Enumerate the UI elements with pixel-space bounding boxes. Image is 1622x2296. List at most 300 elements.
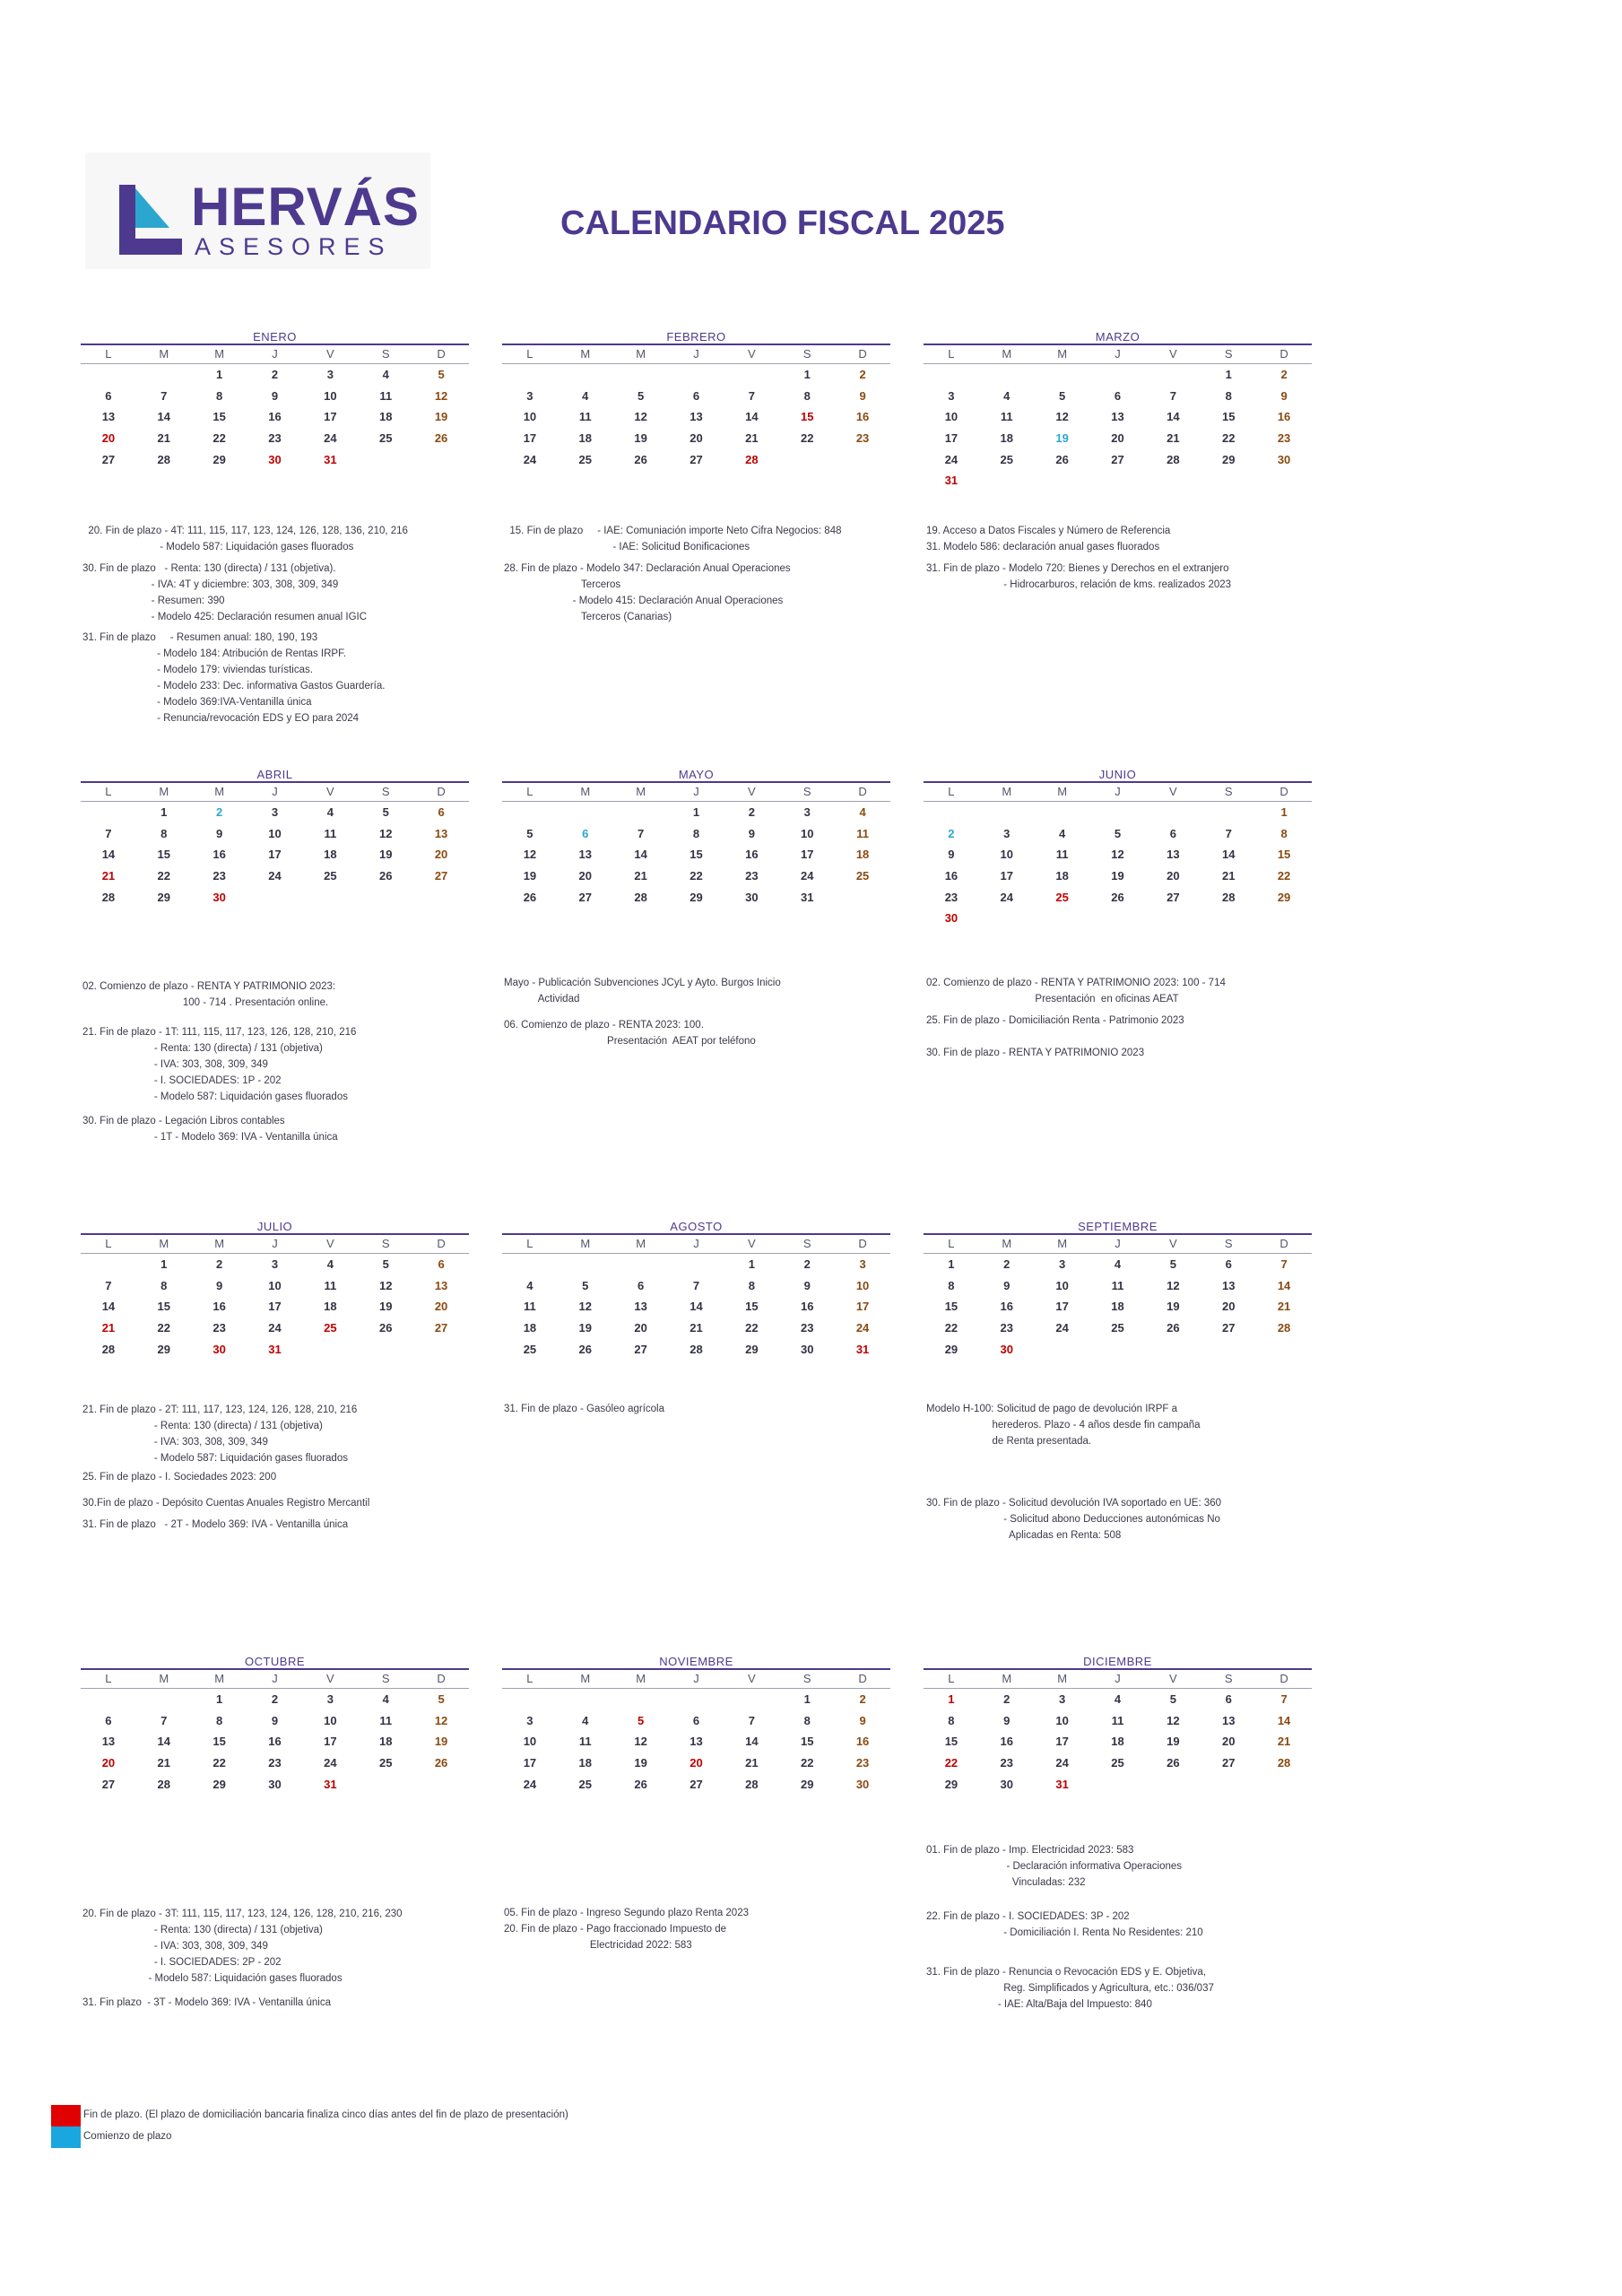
- day-cell: 12: [378, 1278, 393, 1292]
- day-cell: 21: [1277, 1735, 1291, 1749]
- day-cell: 26: [523, 890, 537, 904]
- day-cell: 15: [944, 1735, 958, 1749]
- month-name: OCTUBRE: [81, 1655, 469, 1670]
- day-cell: 25: [578, 1777, 592, 1791]
- day-cell: 25: [523, 1342, 537, 1356]
- empty-day-cell: [669, 1689, 724, 1710]
- month-julio: [81, 1220, 469, 1360]
- day-cell: 27: [578, 890, 592, 904]
- weekday-header: L: [502, 783, 558, 802]
- empty-day-cell: [613, 1254, 669, 1275]
- month-junio: [924, 768, 1312, 929]
- day-cell: 18: [578, 431, 592, 446]
- day-cell: 13: [434, 826, 448, 840]
- day-cell: 6: [1225, 1257, 1232, 1271]
- day-cell: 15: [213, 1735, 226, 1749]
- day-cell: 23: [944, 890, 958, 904]
- day-cell: 2: [1280, 368, 1288, 381]
- day-cell: 16: [944, 869, 958, 883]
- month-marzo: [924, 330, 1312, 491]
- empty-day-cell: [558, 1689, 613, 1710]
- day-cell: 7: [1225, 826, 1232, 840]
- day-cell: 29: [944, 1342, 958, 1356]
- note-julio-1: 21. Fin de plazo - 2T: 111, 117, 123, 124, 126, 128, 210, 216 - Renta: 130 (directa) / 131 (objetiva) - IVA: 303, 308, 309, 349 - Modelo 587: Liquidación gases fluorados: [82, 1405, 358, 1464]
- day-cell: 1: [803, 368, 811, 381]
- day-cell: 22: [213, 1756, 226, 1770]
- day-cell: 20: [634, 1321, 647, 1335]
- day-cell: 15: [745, 1300, 759, 1314]
- weekday-header: L: [81, 345, 136, 364]
- weekday-header: M: [558, 1235, 613, 1254]
- day-cell: 30: [745, 890, 759, 904]
- empty-day-cell: [1145, 802, 1201, 823]
- month-grid: [924, 1670, 1312, 1795]
- day-cell: 16: [800, 1300, 814, 1314]
- day-cell: 20: [690, 1756, 703, 1770]
- day-cell: 4: [1114, 1257, 1122, 1271]
- day-cell: 17: [324, 410, 337, 424]
- day-cell: 15: [213, 410, 226, 424]
- empty-day-cell: [136, 1689, 192, 1710]
- day-cell: 11: [856, 826, 869, 840]
- day-cell: 29: [745, 1342, 759, 1356]
- day-cell: 1: [216, 1692, 223, 1706]
- day-cell: 20: [434, 848, 448, 862]
- day-cell: 25: [324, 869, 337, 883]
- weekday-header: M: [613, 345, 669, 364]
- day-cell: 22: [1277, 869, 1291, 883]
- day-cell: 28: [101, 890, 116, 904]
- weekday-header: D: [413, 1670, 469, 1689]
- day-cell: 13: [690, 410, 703, 424]
- day-cell: 19: [434, 1735, 448, 1749]
- weekday-header: J: [1090, 345, 1146, 364]
- day-cell: 8: [692, 826, 700, 840]
- empty-day-cell: [81, 802, 136, 823]
- legend-start-label: Comienzo de plazo: [83, 2131, 172, 2142]
- weekday-header: S: [1201, 1235, 1256, 1254]
- empty-day-cell: [136, 364, 192, 386]
- month-grid: [924, 783, 1312, 929]
- day-cell: 30: [944, 911, 958, 926]
- note-abril-3: 30. Fin de plazo - Legación Libros contables - 1T - Modelo 369: IVA - Ventanilla única: [82, 1116, 338, 1143]
- month-febrero: [502, 330, 890, 470]
- day-cell: 21: [157, 1756, 170, 1770]
- day-cell: 25: [855, 869, 870, 883]
- day-cell: 8: [216, 1713, 223, 1727]
- day-cell: 11: [379, 388, 393, 403]
- day-cell: 31: [324, 1777, 337, 1791]
- day-cell: 15: [157, 1300, 170, 1314]
- day-cell: 24: [800, 869, 814, 883]
- day-cell: 14: [1221, 848, 1236, 862]
- day-cell: 22: [690, 869, 703, 883]
- day-cell: 11: [324, 1278, 337, 1292]
- day-cell: 16: [855, 410, 870, 424]
- day-cell: 17: [1055, 1300, 1069, 1314]
- day-cell: 8: [948, 1713, 955, 1727]
- empty-day-cell: [1201, 802, 1256, 823]
- day-cell: 21: [101, 1321, 116, 1335]
- day-cell: 17: [523, 1756, 537, 1770]
- day-cell: 10: [855, 1278, 870, 1292]
- note-enero-3: 31. Fin de plazo - Resumen anual: 180, 190, 193 - Modelo 184: Atribución de Rentas IRPF. - Modelo 179: viviendas turísticas. - Modelo 233: Dec. informativa Gastos Guardería. - Modelo 369:IVA-Ventanilla única - Renuncia/revocación EDS y EO para 2024: [82, 632, 386, 724]
- day-cell: 25: [324, 1321, 337, 1335]
- day-cell: 28: [157, 452, 170, 466]
- day-cell: 6: [1169, 826, 1176, 840]
- day-cell: 18: [378, 1735, 393, 1749]
- day-cell: 26: [1167, 1756, 1180, 1770]
- day-cell: 24: [1055, 1321, 1069, 1335]
- day-cell: 17: [855, 1300, 870, 1314]
- day-cell: 31: [855, 1342, 870, 1356]
- day-cell: 17: [1055, 1735, 1069, 1749]
- day-cell: 18: [523, 1321, 537, 1335]
- weekday-header: D: [835, 1235, 890, 1254]
- day-cell: 15: [157, 848, 170, 862]
- weekday-header: L: [924, 345, 979, 364]
- day-cell: 3: [271, 805, 279, 819]
- day-cell: 27: [1167, 890, 1180, 904]
- day-cell: 26: [1111, 890, 1124, 904]
- weekday-header: V: [1145, 783, 1201, 802]
- weekday-header: D: [1256, 1670, 1312, 1689]
- day-cell: 7: [1280, 1692, 1288, 1706]
- day-cell: 24: [324, 431, 337, 446]
- day-cell: 29: [800, 1777, 814, 1791]
- day-cell: 25: [1000, 452, 1013, 466]
- day-cell: 3: [326, 1692, 334, 1706]
- day-cell: 3: [803, 805, 811, 819]
- weekday-header: L: [502, 1235, 558, 1254]
- day-cell: 14: [157, 410, 170, 424]
- empty-day-cell: [1145, 364, 1201, 386]
- day-cell: 10: [268, 826, 282, 840]
- day-cell: 13: [1167, 848, 1180, 862]
- month-name: NOVIEMBRE: [502, 1655, 890, 1670]
- day-cell: 22: [944, 1756, 958, 1770]
- empty-day-cell: [669, 1254, 724, 1275]
- day-cell: 15: [1277, 848, 1291, 862]
- month-name: DICIEMBRE: [924, 1655, 1312, 1670]
- day-cell: 28: [1167, 452, 1180, 466]
- day-cell: 9: [748, 826, 755, 840]
- note-diciembre-2: 22. Fin de plazo - I. SOCIEDADES: 3P - 202 - Domiciliación I. Renta No Residentes: 210: [926, 1911, 1203, 1938]
- weekday-header: V: [302, 1670, 358, 1689]
- day-cell: 28: [1277, 1321, 1291, 1335]
- day-cell: 14: [157, 1735, 170, 1749]
- day-cell: 18: [324, 1300, 337, 1314]
- day-cell: 27: [634, 1342, 647, 1356]
- month-name: AGOSTO: [502, 1220, 890, 1235]
- day-cell: 7: [160, 388, 168, 403]
- note-mayo-2: 06. Comienzo de plazo - RENTA 2023: 100. Presentación AEAT por teléfono: [504, 1020, 756, 1047]
- empty-day-cell: [1090, 802, 1146, 823]
- day-cell: 18: [324, 848, 337, 862]
- weekday-header: V: [1145, 345, 1201, 364]
- day-cell: 30: [213, 1342, 226, 1356]
- empty-day-cell: [1090, 364, 1146, 386]
- weekday-header: M: [136, 1235, 192, 1254]
- day-cell: 12: [434, 388, 448, 403]
- weekday-header: M: [979, 345, 1035, 364]
- day-cell: 22: [213, 431, 226, 446]
- weekday-header: M: [979, 1235, 1035, 1254]
- day-cell: 10: [800, 826, 814, 840]
- day-cell: 31: [268, 1342, 282, 1356]
- day-cell: 5: [438, 368, 445, 381]
- day-cell: 8: [216, 388, 223, 403]
- day-cell: 22: [745, 1321, 759, 1335]
- note-diciembre-1: 01. Fin de plazo - Imp. Electricidad 2023: 583 - Declaración informativa Operaciones Vinculadas: 232: [926, 1845, 1183, 1888]
- day-cell: 10: [1000, 848, 1013, 862]
- day-cell: 14: [1277, 1713, 1291, 1727]
- day-cell: 24: [268, 869, 282, 883]
- day-cell: 27: [1221, 1756, 1236, 1770]
- day-cell: 24: [855, 1321, 870, 1335]
- day-cell: 16: [1277, 410, 1291, 424]
- month-grid: [502, 1235, 890, 1360]
- weekday-header: S: [358, 1670, 413, 1689]
- day-cell: 6: [105, 388, 112, 403]
- weekday-header: S: [358, 783, 413, 802]
- day-cell: 5: [638, 1713, 645, 1727]
- day-cell: 23: [1000, 1756, 1013, 1770]
- day-cell: 3: [948, 388, 955, 403]
- day-cell: 29: [157, 1342, 170, 1356]
- day-cell: 17: [268, 848, 282, 862]
- day-cell: 15: [944, 1300, 958, 1314]
- legend-deadline-swatch: [51, 2105, 81, 2126]
- month-mayo: [502, 768, 890, 908]
- day-cell: 15: [800, 1735, 814, 1749]
- weekday-header: S: [779, 783, 835, 802]
- day-cell: 8: [803, 388, 811, 403]
- day-cell: 26: [1167, 1321, 1180, 1335]
- day-cell: 19: [434, 410, 448, 424]
- legend-deadline-label: Fin de plazo. (El plazo de domiciliación bancaria finaliza cinco días antes del fin de plazo de presentación): [83, 2109, 568, 2120]
- empty-day-cell: [724, 364, 779, 386]
- day-cell: 13: [434, 1278, 448, 1292]
- day-cell: 14: [101, 1300, 116, 1314]
- day-cell: 23: [745, 869, 759, 883]
- day-cell: 4: [326, 1257, 334, 1271]
- note-abril-2: 21. Fin de plazo - 1T: 111, 115, 117, 123, 126, 128, 210, 216 - Renta: 130 (directa) / 131 (objetiva) - IVA: 303, 308, 309, 349 - I. SOCIEDADES: 1P - 202 - Modelo 587: Liquidación gases fluorados: [82, 1027, 357, 1102]
- day-cell: 18: [1000, 431, 1013, 446]
- day-cell: 6: [105, 1713, 112, 1727]
- note-julio-2: 25. Fin de plazo - I. Sociedades 2023: 200: [82, 1472, 277, 1483]
- legend-start-swatch: [51, 2126, 81, 2148]
- day-cell: 23: [213, 869, 226, 883]
- day-cell: 30: [1277, 452, 1291, 466]
- day-cell: 7: [748, 388, 755, 403]
- day-cell: 27: [690, 452, 703, 466]
- day-cell: 1: [160, 1257, 168, 1271]
- day-cell: 25: [378, 431, 393, 446]
- month-grid: [502, 1670, 890, 1795]
- day-cell: 20: [101, 431, 116, 446]
- weekday-header: S: [1201, 1670, 1256, 1689]
- day-cell: 30: [213, 890, 226, 904]
- day-cell: 18: [1055, 869, 1069, 883]
- empty-day-cell: [502, 1254, 558, 1275]
- weekday-header: J: [247, 783, 303, 802]
- day-cell: 26: [634, 452, 647, 466]
- day-cell: 25: [1111, 1321, 1124, 1335]
- weekday-header: L: [81, 1670, 136, 1689]
- day-cell: 28: [690, 1342, 703, 1356]
- day-cell: 12: [1167, 1278, 1180, 1292]
- day-cell: 1: [948, 1692, 955, 1706]
- day-cell: 5: [438, 1692, 445, 1706]
- day-cell: 13: [1221, 1278, 1236, 1292]
- day-cell: 26: [434, 1756, 448, 1770]
- day-cell: 27: [434, 869, 448, 883]
- day-cell: 30: [1000, 1777, 1013, 1791]
- month-grid: [81, 345, 469, 470]
- day-cell: 7: [638, 826, 645, 840]
- weekday-header: L: [81, 1235, 136, 1254]
- day-cell: 31: [324, 452, 337, 466]
- day-cell: 4: [582, 388, 589, 403]
- day-cell: 7: [1280, 1257, 1288, 1271]
- empty-day-cell: [502, 364, 558, 386]
- weekday-header: J: [247, 1670, 303, 1689]
- weekday-header: M: [558, 345, 613, 364]
- day-cell: 1: [803, 1692, 811, 1706]
- weekday-header: J: [669, 1670, 724, 1689]
- day-cell: 9: [859, 388, 866, 403]
- day-cell: 8: [1280, 826, 1288, 840]
- day-cell: 7: [160, 1713, 168, 1727]
- day-cell: 21: [157, 431, 170, 446]
- note-junio-1: 02. Comienzo de plazo - RENTA Y PATRIMONIO 2023: 100 - 714 Presentación en oficinas AEAT: [926, 978, 1226, 1004]
- weekday-header: V: [724, 345, 779, 364]
- day-cell: 4: [859, 805, 866, 819]
- day-cell: 13: [1111, 410, 1124, 424]
- day-cell: 29: [213, 452, 226, 466]
- day-cell: 6: [438, 1257, 445, 1271]
- day-cell: 21: [1221, 869, 1236, 883]
- month-name: SEPTIEMBRE: [924, 1220, 1312, 1235]
- day-cell: 13: [101, 410, 116, 424]
- day-cell: 28: [1277, 1756, 1291, 1770]
- note-diciembre-3: 31. Fin de plazo - Renuncia o Revocación EDS y E. Objetiva, Reg. Simplificados y Agricultura, etc.: 036/037 - IAE: Alta/Baja del Impuesto: 840: [926, 1967, 1214, 2010]
- day-cell: 4: [1059, 826, 1066, 840]
- month-diciembre: [924, 1655, 1312, 1795]
- day-cell: 30: [800, 1342, 814, 1356]
- day-cell: 4: [1003, 388, 1010, 403]
- day-cell: 10: [1055, 1713, 1069, 1727]
- day-cell: 17: [268, 1300, 282, 1314]
- weekday-header: M: [613, 1235, 669, 1254]
- month-agosto: [502, 1220, 890, 1360]
- day-cell: 18: [1111, 1735, 1124, 1749]
- day-cell: 25: [378, 1756, 393, 1770]
- day-cell: 19: [1167, 1300, 1180, 1314]
- day-cell: 4: [526, 1278, 533, 1292]
- day-cell: 2: [748, 805, 755, 819]
- day-cell: 2: [1003, 1257, 1010, 1271]
- day-cell: 13: [634, 1300, 647, 1314]
- day-cell: 5: [1169, 1692, 1176, 1706]
- day-cell: 28: [101, 1342, 116, 1356]
- day-cell: 3: [526, 388, 533, 403]
- day-cell: 24: [944, 452, 958, 466]
- day-cell: 27: [1221, 1321, 1236, 1335]
- day-cell: 19: [1055, 431, 1069, 446]
- day-cell: 30: [855, 1777, 870, 1791]
- day-cell: 9: [271, 388, 279, 403]
- day-cell: 5: [1059, 388, 1066, 403]
- month-octubre: [81, 1655, 469, 1795]
- empty-day-cell: [613, 802, 669, 823]
- day-cell: 10: [1055, 1278, 1069, 1292]
- month-abril: [81, 768, 469, 908]
- empty-day-cell: [81, 364, 136, 386]
- weekday-header: M: [192, 345, 247, 364]
- note-abril-1: 02. Comienzo de plazo - RENTA Y PATRIMONIO 2023: 100 - 714 . Presentación online.: [82, 981, 336, 1008]
- day-cell: 26: [434, 431, 448, 446]
- day-cell: 27: [690, 1777, 703, 1791]
- day-cell: 29: [1221, 452, 1236, 466]
- weekday-header: V: [724, 1235, 779, 1254]
- weekday-header: J: [247, 345, 303, 364]
- day-cell: 13: [1221, 1713, 1236, 1727]
- month-name: ABRIL: [81, 768, 469, 783]
- day-cell: 16: [1000, 1735, 1013, 1749]
- empty-day-cell: [924, 802, 979, 823]
- day-cell: 19: [378, 848, 393, 862]
- day-cell: 17: [324, 1735, 337, 1749]
- note-marzo-1: 19. Acceso a Datos Fiscales y Número de Referencia 31. Modelo 586: declaración anual gases fluorados: [926, 526, 1171, 552]
- day-cell: 8: [803, 1713, 811, 1727]
- note-julio-4: 31. Fin de plazo - 2T - Modelo 369: IVA - Ventanilla única: [82, 1519, 349, 1530]
- weekday-header: L: [924, 1670, 979, 1689]
- day-cell: 22: [944, 1321, 958, 1335]
- day-cell: 13: [101, 1735, 116, 1749]
- day-cell: 9: [948, 848, 955, 862]
- day-cell: 11: [578, 410, 592, 424]
- day-cell: 16: [855, 1735, 870, 1749]
- day-cell: 12: [523, 848, 537, 862]
- day-cell: 12: [578, 1300, 592, 1314]
- day-cell: 28: [745, 1777, 759, 1791]
- empty-day-cell: [558, 802, 613, 823]
- day-cell: 11: [1111, 1278, 1124, 1292]
- day-cell: 17: [1000, 869, 1013, 883]
- day-cell: 10: [324, 1713, 337, 1727]
- day-cell: 7: [748, 1713, 755, 1727]
- day-cell: 12: [634, 1735, 647, 1749]
- day-cell: 30: [268, 452, 282, 466]
- day-cell: 6: [1114, 388, 1122, 403]
- note-mayo-1: Mayo - Publicación Subvenciones JCyL y Ayto. Burgos Inicio Actividad: [504, 978, 781, 1004]
- day-cell: 11: [379, 1713, 393, 1727]
- weekday-header: D: [1256, 1235, 1312, 1254]
- weekday-header: V: [724, 1670, 779, 1689]
- day-cell: 26: [578, 1342, 592, 1356]
- company-logo: [85, 152, 430, 269]
- month-septiembre: [924, 1220, 1312, 1360]
- day-cell: 28: [634, 890, 647, 904]
- day-cell: 18: [378, 410, 393, 424]
- day-cell: 27: [1111, 452, 1124, 466]
- day-cell: 24: [268, 1321, 282, 1335]
- day-cell: 5: [1169, 1257, 1176, 1271]
- weekday-header: V: [1145, 1670, 1201, 1689]
- day-cell: 3: [271, 1257, 279, 1271]
